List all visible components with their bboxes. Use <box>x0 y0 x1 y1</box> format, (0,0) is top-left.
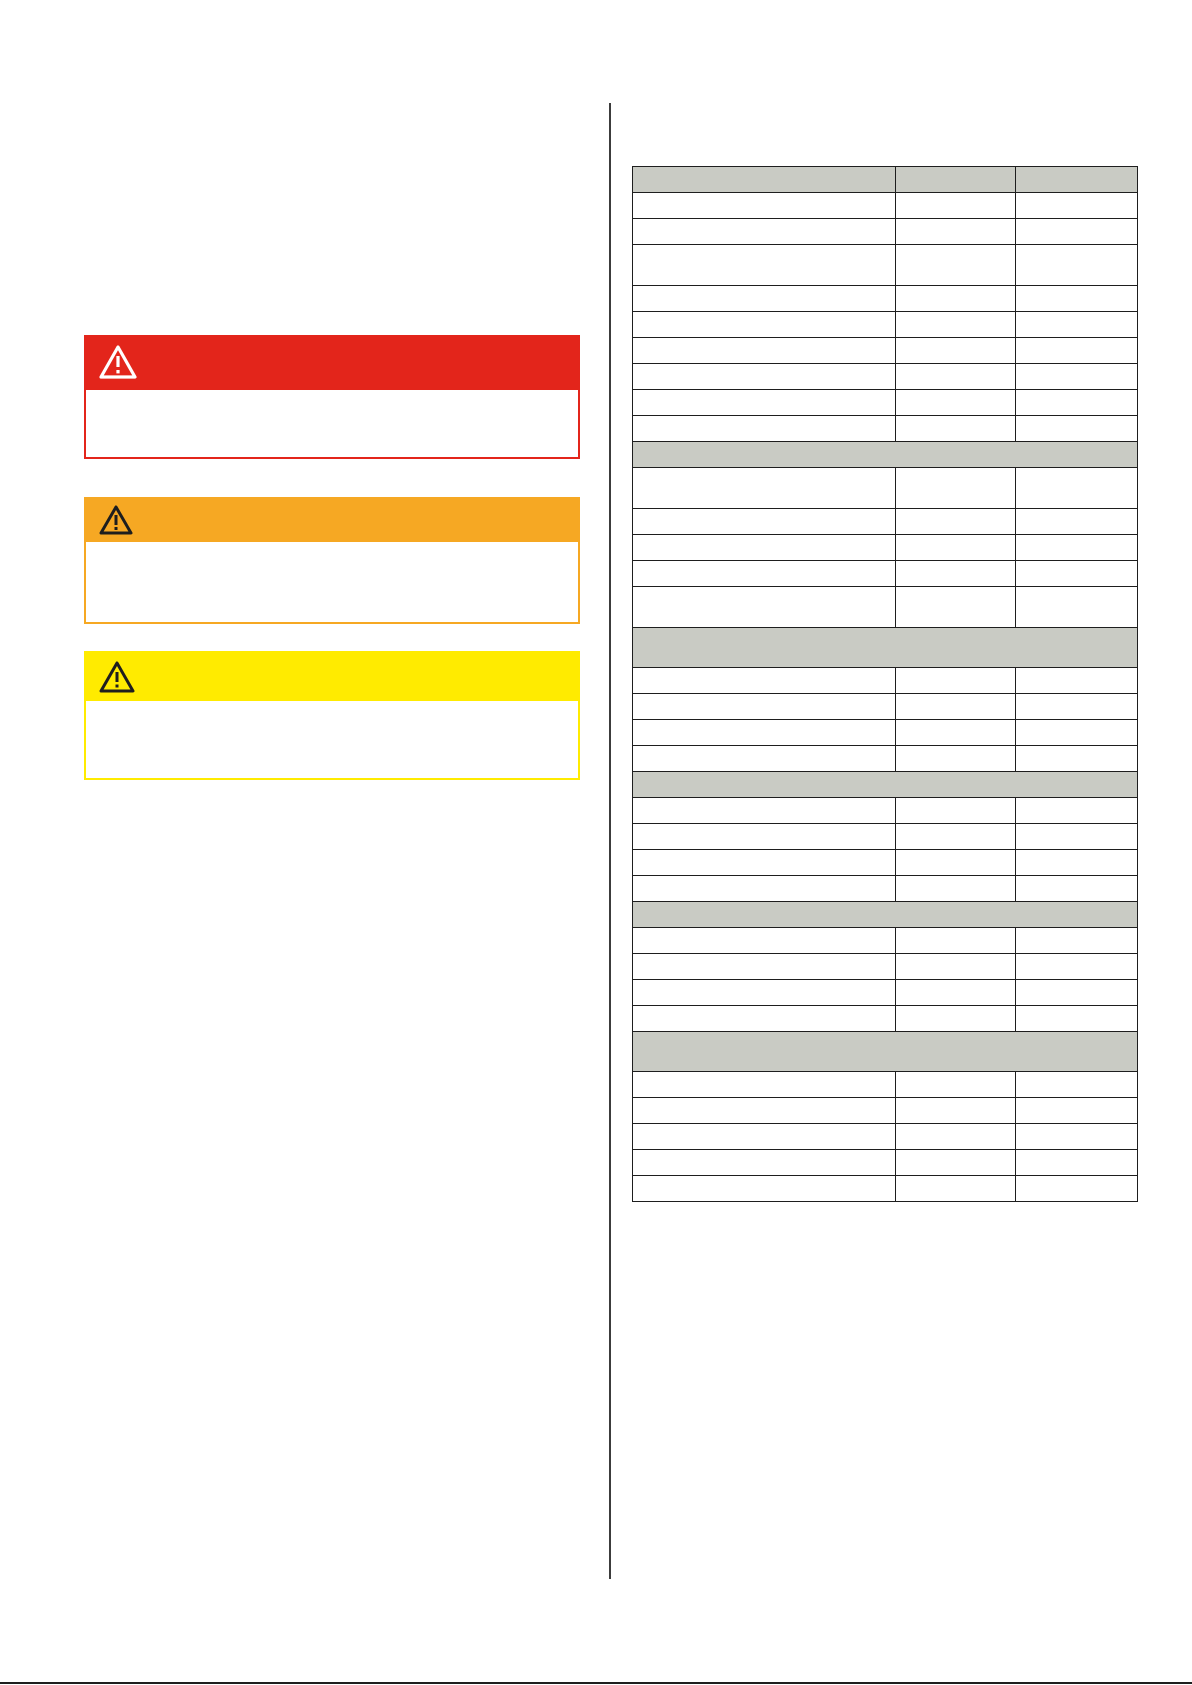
table-cell <box>633 312 896 338</box>
table-cell <box>896 824 1016 850</box>
table-cell <box>896 954 1016 980</box>
table-cell <box>633 1124 896 1150</box>
table-row <box>633 694 1138 720</box>
table-row <box>633 720 1138 746</box>
table-cell <box>896 668 1016 694</box>
table-row <box>633 798 1138 824</box>
table-row <box>633 535 1138 561</box>
table-row <box>633 1150 1138 1176</box>
table-cell <box>633 980 896 1006</box>
table-row <box>633 219 1138 245</box>
table-cell <box>633 720 896 746</box>
table-cell <box>896 1006 1016 1032</box>
table-cell <box>896 312 1016 338</box>
table-row <box>633 980 1138 1006</box>
table-header-cell <box>896 167 1016 193</box>
table-row <box>633 468 1138 509</box>
table-section-cell <box>633 1032 1138 1072</box>
table-cell <box>1016 364 1138 390</box>
table-cell <box>633 509 896 535</box>
caution-alert-header <box>86 653 578 701</box>
table-cell <box>1016 219 1138 245</box>
table-cell <box>633 1098 896 1124</box>
table-header-row <box>633 167 1138 193</box>
table-section-cell <box>633 442 1138 468</box>
table-cell <box>896 338 1016 364</box>
table-row <box>633 1098 1138 1124</box>
table-cell <box>896 509 1016 535</box>
table-cell <box>896 1098 1016 1124</box>
danger-alert-box <box>84 335 580 459</box>
table-row <box>633 193 1138 219</box>
table-cell <box>896 245 1016 286</box>
table-cell <box>1016 850 1138 876</box>
table-cell <box>896 798 1016 824</box>
table-cell <box>633 1150 896 1176</box>
table-row <box>633 364 1138 390</box>
table-cell <box>896 746 1016 772</box>
table-cell <box>896 193 1016 219</box>
table-section-cell <box>633 772 1138 798</box>
table-cell <box>896 390 1016 416</box>
table-cell <box>1016 824 1138 850</box>
table-cell <box>896 286 1016 312</box>
table-row <box>633 954 1138 980</box>
table-section-row <box>633 442 1138 468</box>
table-cell <box>1016 416 1138 442</box>
table-cell <box>1016 561 1138 587</box>
table-cell <box>1016 694 1138 720</box>
table-cell <box>633 286 896 312</box>
table-cell <box>633 468 896 509</box>
table-cell <box>1016 1124 1138 1150</box>
table-cell <box>1016 509 1138 535</box>
table-cell <box>633 390 896 416</box>
table-row <box>633 746 1138 772</box>
table-section-row <box>633 1032 1138 1072</box>
table-cell <box>1016 587 1138 628</box>
table-cell <box>896 1150 1016 1176</box>
table-cell <box>896 980 1016 1006</box>
table-cell <box>896 535 1016 561</box>
table-cell <box>633 1072 896 1098</box>
table-header-cell <box>633 167 896 193</box>
table-row <box>633 587 1138 628</box>
table-cell <box>1016 720 1138 746</box>
table-cell <box>1016 1150 1138 1176</box>
table-row <box>633 1124 1138 1150</box>
table-cell <box>1016 245 1138 286</box>
table-cell <box>633 746 896 772</box>
table-cell <box>633 535 896 561</box>
table-row <box>633 928 1138 954</box>
table-header-cell <box>1016 167 1138 193</box>
warning-triangle-icon <box>98 660 136 694</box>
table-cell <box>896 587 1016 628</box>
table-cell <box>1016 928 1138 954</box>
table-cell <box>1016 1072 1138 1098</box>
table-cell <box>1016 338 1138 364</box>
table-cell <box>896 561 1016 587</box>
table-section-cell <box>633 902 1138 928</box>
table-cell <box>1016 954 1138 980</box>
table-cell <box>633 338 896 364</box>
table-cell <box>1016 876 1138 902</box>
table-cell <box>633 416 896 442</box>
table-cell <box>633 668 896 694</box>
danger-alert-header <box>86 337 578 390</box>
table-cell <box>896 364 1016 390</box>
table-row <box>633 312 1138 338</box>
table-row <box>633 509 1138 535</box>
table-row <box>633 1072 1138 1098</box>
table-cell <box>896 1072 1016 1098</box>
table-cell <box>1016 746 1138 772</box>
table-cell <box>896 219 1016 245</box>
table-row <box>633 1176 1138 1202</box>
table-cell <box>633 587 896 628</box>
column-divider <box>609 103 611 1579</box>
table-row <box>633 1006 1138 1032</box>
table-cell <box>633 193 896 219</box>
table-cell <box>1016 193 1138 219</box>
table-cell <box>633 798 896 824</box>
table-cell <box>633 245 896 286</box>
table-row <box>633 390 1138 416</box>
table-row <box>633 245 1138 286</box>
table-row <box>633 338 1138 364</box>
table-row <box>633 824 1138 850</box>
table-cell <box>1016 312 1138 338</box>
table-cell <box>896 928 1016 954</box>
table-cell <box>1016 1098 1138 1124</box>
table-row <box>633 561 1138 587</box>
table-cell <box>896 720 1016 746</box>
warning-triangle-icon <box>98 504 134 536</box>
table-cell <box>633 928 896 954</box>
caution-alert-box <box>84 651 580 780</box>
table-cell <box>633 561 896 587</box>
table-cell <box>633 876 896 902</box>
table-cell <box>633 219 896 245</box>
table-cell <box>633 1176 896 1202</box>
table-cell <box>896 850 1016 876</box>
warning-triangle-icon <box>98 344 138 380</box>
warning-alert-box <box>84 497 580 624</box>
table-section-cell <box>633 628 1138 668</box>
table-row <box>633 850 1138 876</box>
table-cell <box>896 694 1016 720</box>
spec-table <box>632 166 1138 1202</box>
table-row <box>633 286 1138 312</box>
table-cell <box>633 954 896 980</box>
page-bottom-rule <box>0 1682 1192 1684</box>
table-cell <box>633 850 896 876</box>
table-cell <box>1016 1006 1138 1032</box>
table-cell <box>896 876 1016 902</box>
table-cell <box>896 1124 1016 1150</box>
table-cell <box>1016 468 1138 509</box>
table-section-row <box>633 772 1138 798</box>
table-cell <box>896 468 1016 509</box>
table-cell <box>633 694 896 720</box>
table-row <box>633 668 1138 694</box>
table-row <box>633 416 1138 442</box>
table-cell <box>1016 798 1138 824</box>
table-cell <box>1016 390 1138 416</box>
table-cell <box>633 824 896 850</box>
table-cell <box>896 416 1016 442</box>
table-cell <box>1016 980 1138 1006</box>
table-cell <box>1016 1176 1138 1202</box>
table-row <box>633 876 1138 902</box>
table-cell <box>633 1006 896 1032</box>
table-cell <box>1016 535 1138 561</box>
table-cell <box>1016 286 1138 312</box>
table-section-row <box>633 628 1138 668</box>
table-cell <box>633 364 896 390</box>
table-cell <box>896 1176 1016 1202</box>
table-cell <box>1016 668 1138 694</box>
table-section-row <box>633 902 1138 928</box>
warning-alert-header <box>86 499 578 542</box>
